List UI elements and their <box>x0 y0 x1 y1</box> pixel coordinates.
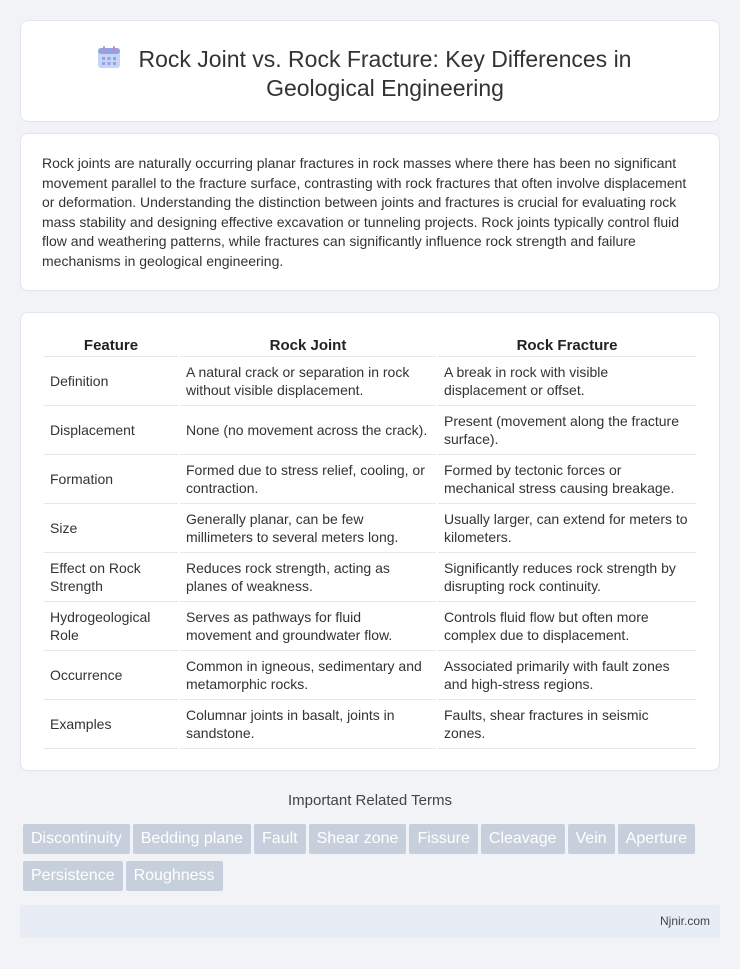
table-row <box>44 602 696 651</box>
comparison-card <box>20 312 720 771</box>
header-rock-fracture: Rock Fracture <box>438 335 696 357</box>
joint-cell: Formed due to stress relief, cooling, or contraction. <box>180 455 436 504</box>
feature-cell: Displacement <box>44 406 178 455</box>
intro-text: Rock joints are naturally occurring planar fractures in rock masses where there has been no significant movement parallel to the fracture surface, contrasting with rock fractures that often involve displacement or deformation. Understanding the distinction between joints and fractures is crucial for evaluating rock mass stability and designing effective excavation or tunneling projects. Rock joints typically control fluid flow and weathering patterns, while fractures can significantly influence rock strength and failure mechanisms in geological engineering. <box>42 155 687 269</box>
fracture-cell: Associated primarily with fault zones and high-stress regions. <box>438 651 696 700</box>
feature-cell: Size <box>44 504 178 553</box>
joint-cell: Common in igneous, sedimentary and metamorphic rocks. <box>180 651 436 700</box>
table-row <box>44 651 696 700</box>
fracture-cell: Significantly reduces rock strength by disrupting rock continuity. <box>438 553 696 602</box>
table-row <box>44 406 696 455</box>
table-row <box>44 504 696 553</box>
title-card <box>20 20 720 122</box>
feature-cell: Occurrence <box>44 651 178 700</box>
header-rock-joint: Rock Joint <box>180 335 436 357</box>
term-tag[interactable]: Bedding plane <box>133 824 251 854</box>
feature-cell: Formation <box>44 455 178 504</box>
term-tag[interactable]: Vein <box>568 824 615 854</box>
fracture-cell: Present (movement along the fracture surface). <box>438 406 696 455</box>
joint-cell: Serves as pathways for fluid movement and groundwater flow. <box>180 602 436 651</box>
term-tag[interactable]: Discontinuity <box>23 824 130 854</box>
header-feature: Feature <box>44 335 178 357</box>
joint-cell: A natural crack or separation in rock without visible displacement. <box>180 357 436 406</box>
fracture-cell: Controls fluid flow but often more complex due to displacement. <box>438 602 696 651</box>
feature-cell: Hydrogeological Role <box>44 602 178 651</box>
joint-cell: Reduces rock strength, acting as planes of weakness. <box>180 553 436 602</box>
table-row <box>44 357 696 406</box>
feature-cell: Effect on Rock Strength <box>44 553 178 602</box>
term-tag[interactable]: Shear zone <box>309 824 407 854</box>
term-tag[interactable]: Fault <box>254 824 306 854</box>
footer <box>20 905 720 938</box>
related-terms-list <box>23 824 723 898</box>
feature-cell: Definition <box>44 357 178 406</box>
table-row <box>44 700 696 749</box>
footer-site-link[interactable]: Njnir.com <box>659 914 710 928</box>
joint-cell: Generally planar, can be few millimeters to several meters long. <box>180 504 436 553</box>
table-row <box>44 553 696 602</box>
joint-cell: None (no movement across the crack). <box>180 406 436 455</box>
table-header-row <box>44 335 696 357</box>
term-tag[interactable]: Roughness <box>126 861 223 891</box>
fracture-cell: Usually larger, can extend for meters to kilometers. <box>438 504 696 553</box>
fracture-cell: Faults, shear fractures in seismic zones. <box>438 700 696 749</box>
term-tag[interactable]: Fissure <box>409 824 477 854</box>
joint-cell: Columnar joints in basalt, joints in sandstone. <box>180 700 436 749</box>
table-row <box>44 455 696 504</box>
feature-cell: Examples <box>44 700 178 749</box>
intro-card <box>20 133 720 291</box>
fracture-cell: A break in rock with visible displacement or offset. <box>438 357 696 406</box>
term-tag[interactable]: Cleavage <box>481 824 565 854</box>
fracture-cell: Formed by tectonic forces or mechanical stress causing breakage. <box>438 455 696 504</box>
term-tag[interactable]: Aperture <box>618 824 695 854</box>
term-tag[interactable]: Persistence <box>23 861 123 891</box>
page-title: Rock Joint vs. Rock Fracture: Key Differences in Geological Engineering <box>138 46 632 101</box>
comparison-table <box>42 335 698 749</box>
related-terms-title: Important Related Terms <box>288 792 452 809</box>
